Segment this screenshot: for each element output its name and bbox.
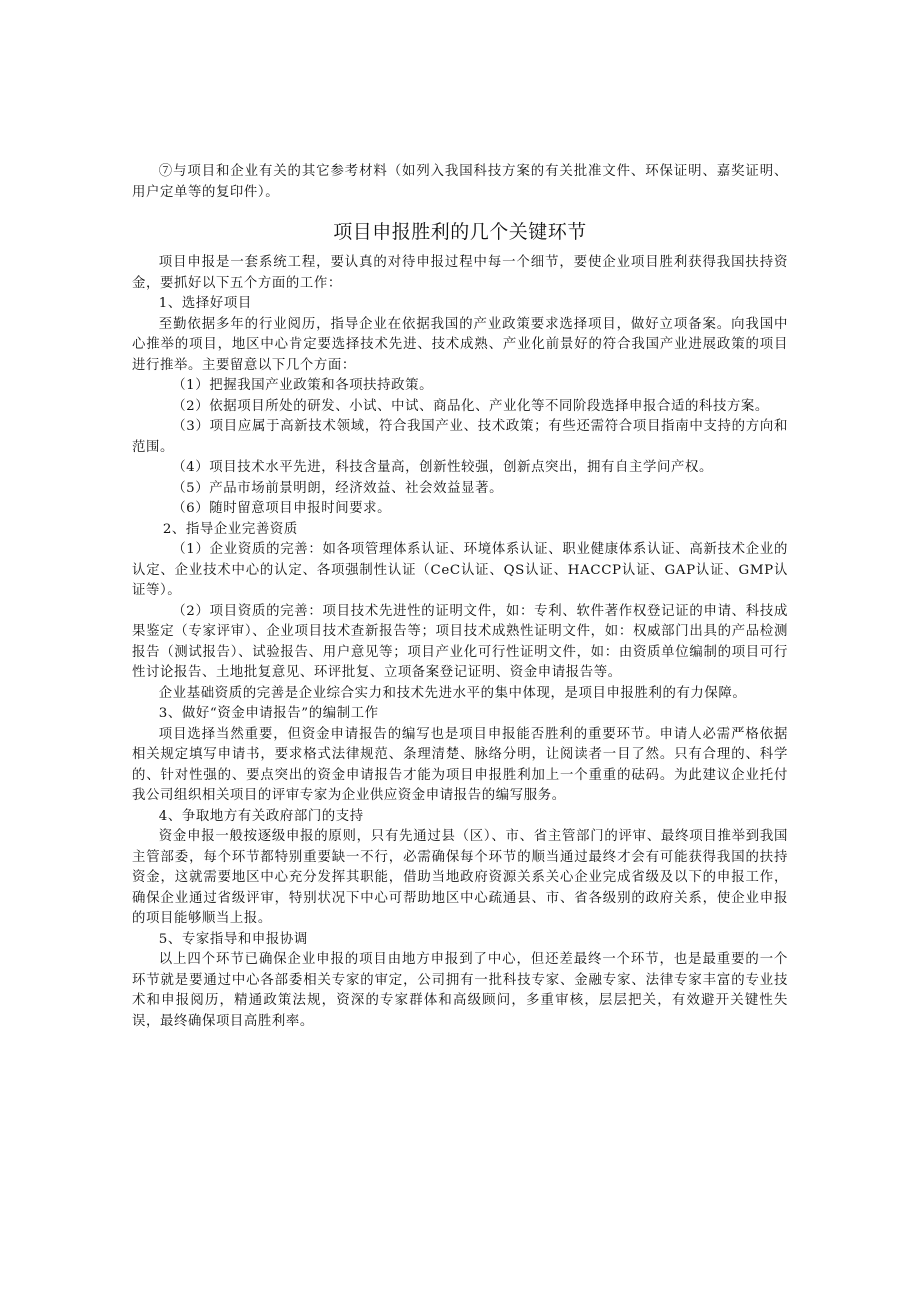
section-2-closing: 企业基础资质的完善是企业综合实力和技术先进水平的集中体现，是项目申报胜利的有力保障。 [158,685,747,701]
page-title: 项目申报胜利的几个关键环节 [333,221,587,243]
section-1-item-1: （1）把握我国产业政策和各项扶持政策。 [172,378,434,393]
section-1-item-3: （3）项目应属于高新技术领域，符合我国产业、技术政策；有些还需符合项目指南中支持的方向和范围。 [132,419,788,455]
section-4-paragraph: 资金申报一般按逐级申报的原则，只有先通过县（区）、市、省主管部门的评审、最终项目推举到我国主管部委，每个环节都特别重要缺一不行，必需确保每个环节的顺当通过最终才会有可能获得我国的扶持资金，这就需要地区中心充分发挥其职能，借助当地政府资源关系关心企业完成省级及以下的申报工作，确保企业通过省级评审，特别状况下中心可帮助地区中心疏通县、市、省各级别的政府关系，使企业申报的项目能够顺当上报。 [132,829,788,926]
section-heading-2: 2、指导企业完善资质 [162,521,298,537]
section-1-item-4: （4）项目技术水平先进，科技含量高，创新性较强，创新点突出，拥有自主学问产权。 [172,460,713,475]
lead-paragraph: 项目申报是一套系统工程，要认真的对待申报过程中每一个细节，要使企业项目胜利获得我国扶持资金，要抓好以下五个方面的工作： [132,255,788,291]
section-1-item-5: （5）产品市场前景明朗，经济效益、社会效益显著。 [172,480,504,496]
section-heading-1: 1、选择好项目 [158,296,252,311]
section-5-paragraph: 以上四个环节已确保企业申报的项目由地方申报到了中心，但还差最终一个环节，也是最重要的一个环节就是要通过中心各部委相关专家的审定，公司拥有一批科技专家、金融专家、法律专家丰富的专业技术和申报阅历，精通政策法规，资深的专家群体和高级顾问，多重审核，层层把关，有效避开关键性失误，最终确保项目高胜利率。 [132,952,788,1029]
document-page [132,162,788,1032]
intro-item-7: ⑦与项目和企业有关的其它参考材料（如列入我国科技方案的有关批准文件、环保证明、嘉奖证明、用户定单等的复印件）。 [132,164,788,200]
section-3-paragraph: 项目选择当然重要，但资金申请报告的编写也是项目申报能否胜利的重要环节。申请人必需严格依据相关规定填写申请书，要求格式法律规范、条理清楚、脉络分明，让阅读者一目了然。只有合理的、科学的、针对性强的、要点突出的资金申请报告才能为项目申报胜利加上一个重重的砝码。为此建议企业托付我公司组织相关项目的评审专家为企业供应资金申请报告的编写服务。 [132,726,788,803]
section-2-item-1: （1）企业资质的完善：如各项管理体系认证、环境体系认证、职业健康体系认证、高新技术企业的认定、企业技术中心的认定、各项强制性认证（CeC认证、QS认证、HACCP认证、GAP认证、GMP认证等）。 [132,542,788,598]
section-heading-5: 5、专家指导和申报协调 [158,931,308,947]
section-1-paragraph: 至勤依据多年的行业阅历，指导企业在依据我国的产业政策要求选择项目，做好立项备案。向我国中心推举的项目，地区中心肯定要选择技术先进、技术成熟、产业化前景好的符合我国产业进展政策的项目进行推举。主要留意以下几个方面： [132,316,788,373]
section-2-item-2: （2）项目资质的完善：项目技术先进性的证明文件，如：专利、软件著作权登记证的申请、科技成果鉴定（专家评审）、企业项目技术查新报告等；项目技术成熟性证明文件，如：权威部门出具的产品检测报告（测试报告）、试验报告、用户意见等；项目产业化可行性证明文件，如：由资质单位编制的项目可行性讨论报告、土地批复意见、环评批复、立项备案登记证明、资金申请报告等。 [132,603,788,680]
section-heading-4: 4、争取地方有关政府部门的支持 [158,808,364,824]
section-1-item-2: （2）依据项目所处的研发、小试、中试、商品化、产业化等不同阶段选择申报合适的科技方案。 [172,398,769,414]
section-1-item-6: （6）随时留意项目申报时间要求。 [172,501,392,516]
section-heading-3: 3、做好“资金申请报告”的编制工作 [158,706,379,721]
